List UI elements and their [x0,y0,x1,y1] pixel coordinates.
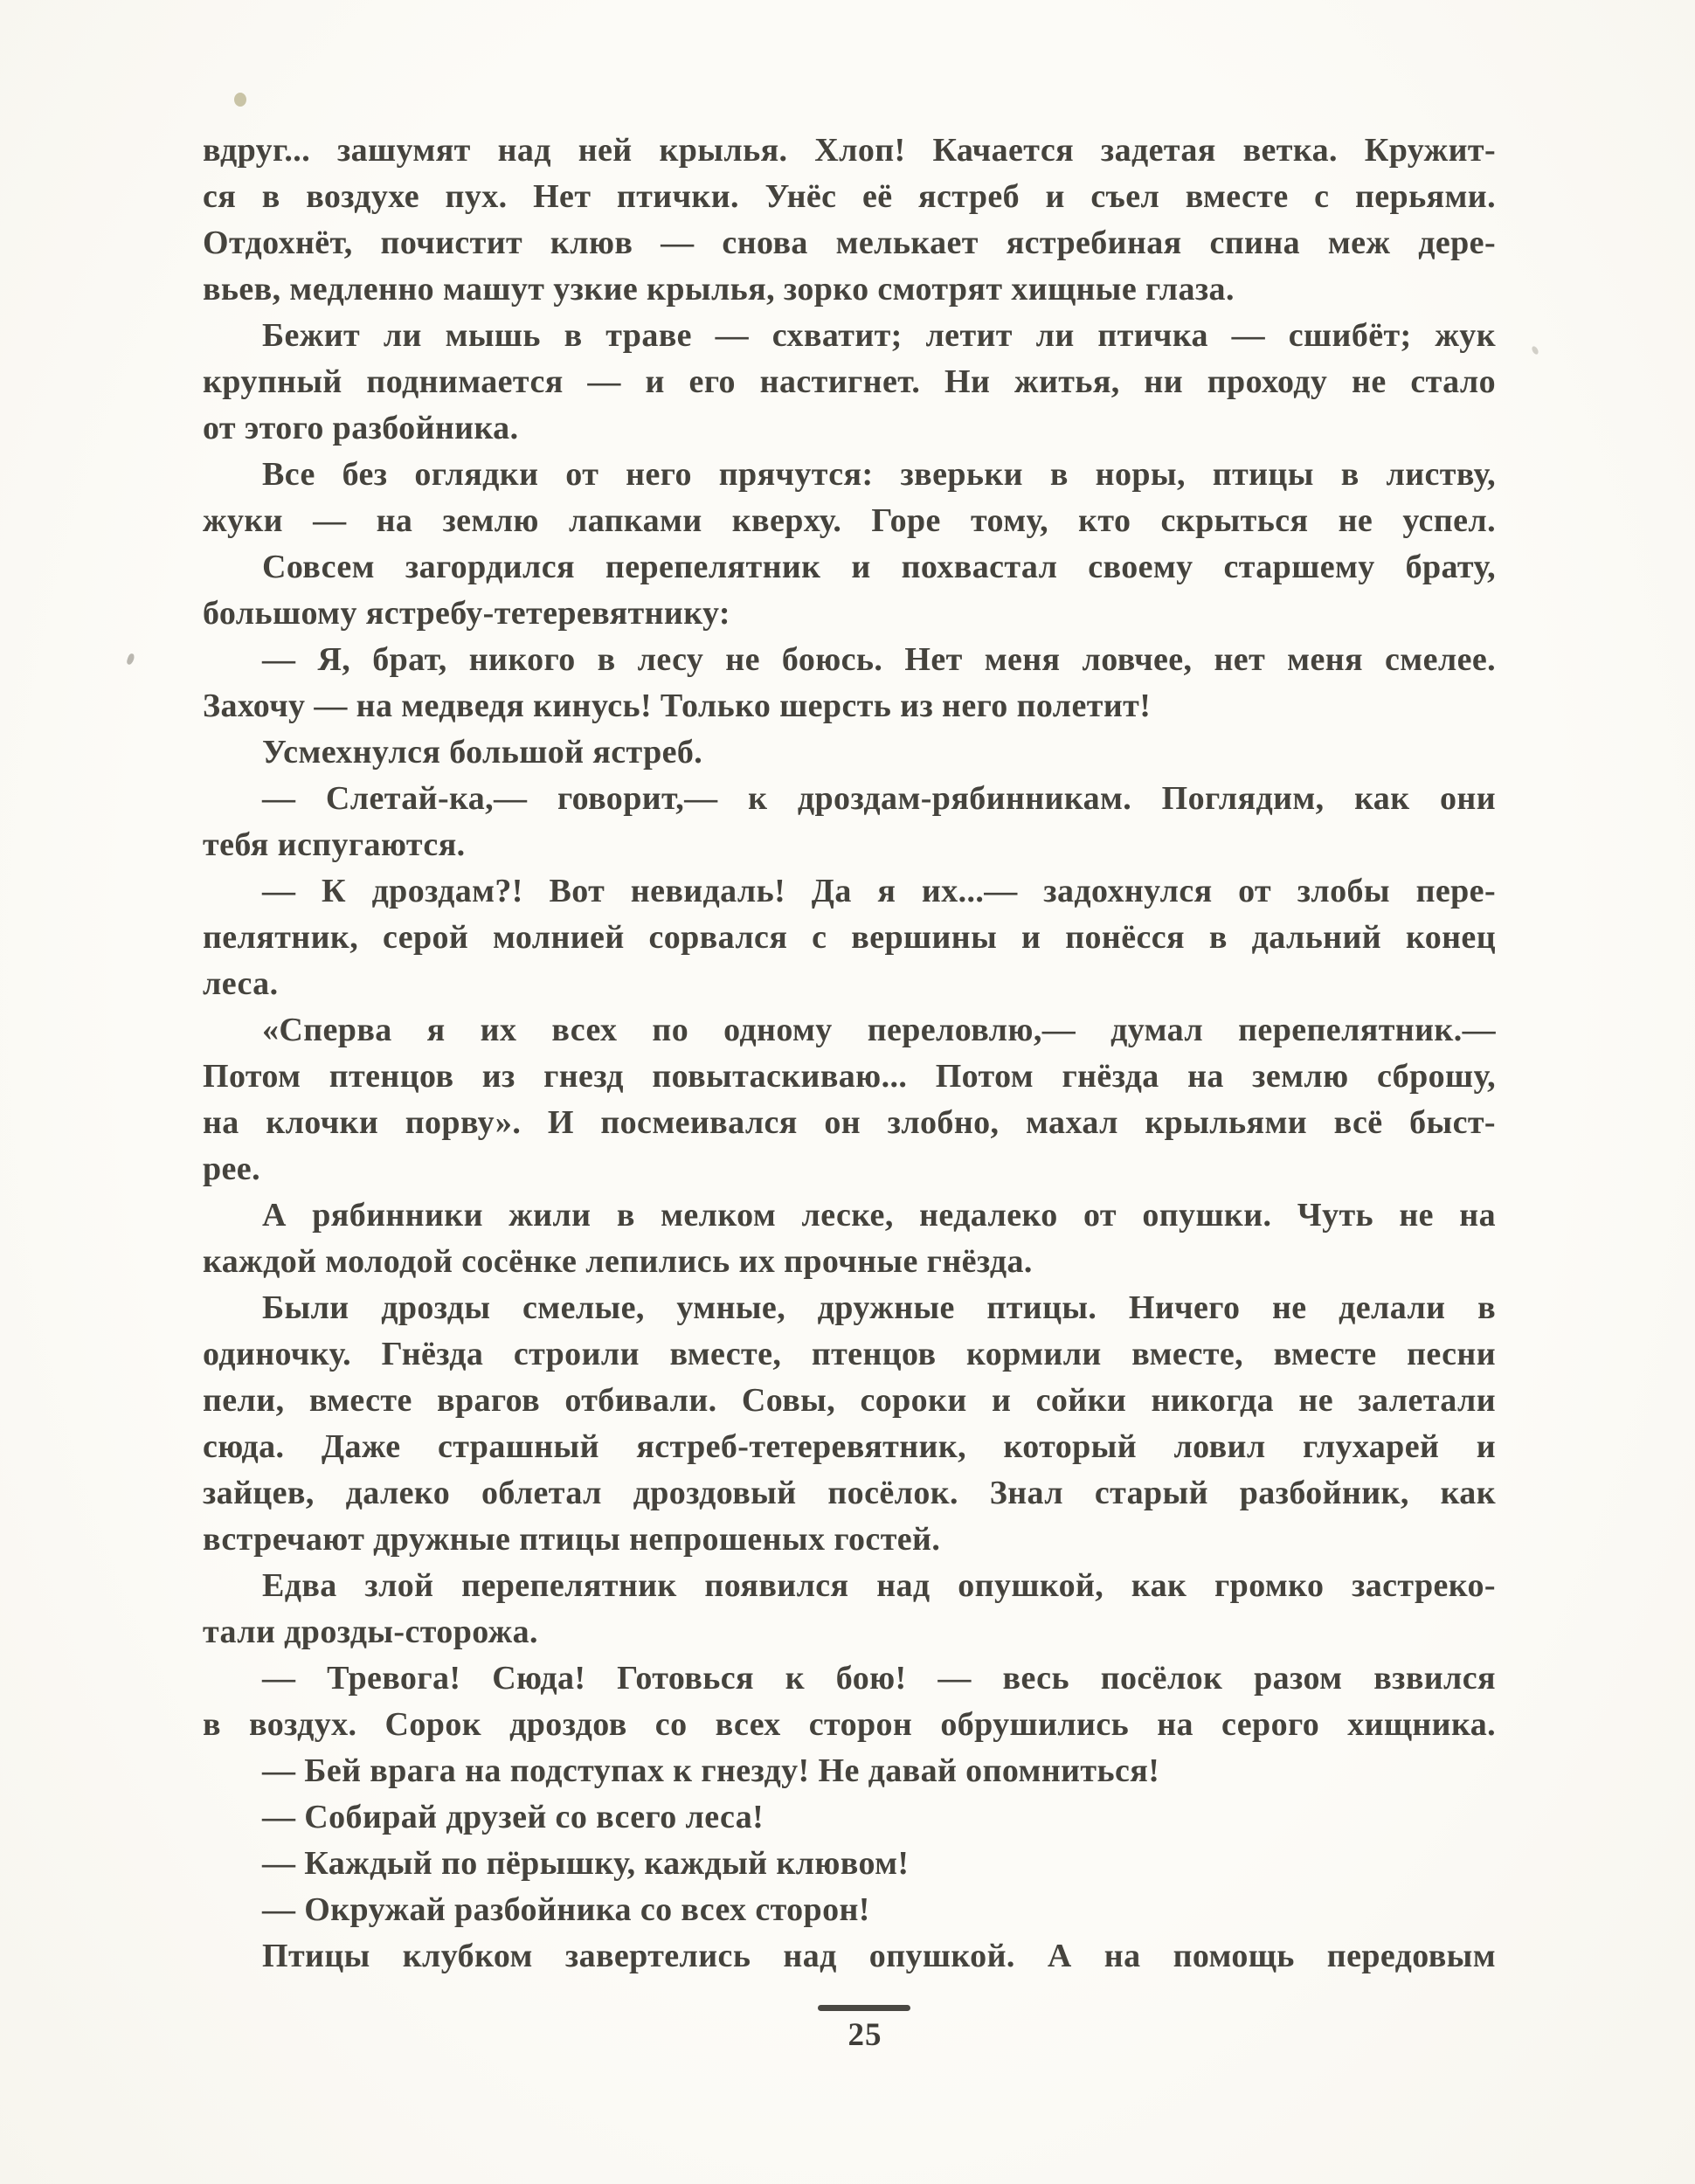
text-line: от этого разбойника. [203,410,519,446]
text-line: Совсем загордился перепелятник и похвастал своему старшему брату, [262,549,1496,585]
text-line: крупный поднимается — и его настигнет. Ни житья, ни проходу не стало [203,363,1496,400]
text-line: одиночку. Гнёзда строили вместе, птенцов кормили вместе, вместе песни [203,1336,1496,1372]
text-line: жуки — на землю лапками кверху. Горе тому, кто скрыться не успел. [203,502,1496,539]
page-number: 25 [848,2017,882,2053]
scan-speck [1531,345,1539,356]
text-line: каждой молодой сосёнке лепились их прочные гнёзда. [203,1243,1033,1280]
text-line: встречают дружные птицы непрошеных гостей. [203,1521,941,1558]
text-line: рее. [203,1151,260,1187]
text-line: Отдохнёт, почистит клюв — снова мелькает ястребиная спина меж дере- [203,225,1496,261]
page-text [203,128,1496,1980]
text-line: — Каждый по пёрышку, каждый клювом! [262,1845,910,1882]
text-line: — Окружай разбойника со всех сторон! [262,1891,870,1928]
text-line: леса. [203,965,279,1002]
text-line: пели, вместе врагов отбивали. Совы, сороки и сойки никогда не залетали [203,1382,1496,1419]
text-line: зайцев, далеко облетал дроздовый посёлок. Знал старый разбойник, как [203,1475,1496,1511]
text-line: на клочки порву». И посмеивался он злобно, махал крыльями всё быст- [203,1104,1496,1141]
text-line: — Бей врага на подступах к гнезду! Не давай опомниться! [262,1752,1160,1789]
text-line: — Слетай-ка,— говорит,— к дроздам-рябинникам. Поглядим, как они [262,780,1496,817]
text-line: тали дрозды-сторожа. [203,1614,538,1650]
text-line: большому ястребу-тетеревятнику: [203,595,730,632]
footer-divider [818,2005,910,2011]
text-line: — Я, брат, никого в лесу не боюсь. Нет меня ловчее, нет меня смелее. [262,641,1496,678]
text-line: Усмехнулся большой ястреб. [262,734,703,771]
text-line: вдруг... зашумят над ней крылья. Хлоп! Качается задетая ветка. Кружит- [203,132,1496,169]
text-line: «Сперва я их всех по одному переловлю,— думал перепелятник.— [262,1012,1496,1048]
text-line: Все без оглядки от него прячутся: зверьки в норы, птицы в листву, [262,456,1496,493]
scan-speck [126,653,135,666]
text-line: в воздух. Сорок дроздов со всех сторон обрушились на серого хищника. [203,1706,1496,1743]
text-line: — Тревога! Сюда! Готовься к бою! — весь посёлок разом взвился [262,1660,1496,1697]
text-line: ся в воздухе пух. Нет птички. Унёс её ястреб и съел вместе с перьями. [203,178,1496,215]
text-line: — К дроздам?! Вот невидаль! Да я их...— задохнулся от злобы пере- [262,873,1496,909]
text-line: Птицы клубком завертелись над опушкой. А на помощь передовым [262,1938,1496,1974]
text-line: пелятник, серой молнией сорвался с вершины и понёсся в дальний конец [203,919,1496,956]
text-line: Захочу — на медведя кинусь! Только шерсть из него полетит! [203,688,1152,724]
text-line: Были дрозды смелые, умные, дружные птицы. Ничего не делали в [262,1289,1496,1326]
text-line: тебя испугаются. [203,826,466,863]
scan-speck [234,93,246,107]
text-line: Бежит ли мышь в траве — схватит; летит ли птичка — сшибёт; жук [262,317,1496,354]
text-line: вьев, медленно машут узкие крылья, зорко смотрят хищные глаза. [203,271,1235,308]
text-line: — Собирай друзей со всего леса! [262,1799,764,1835]
text-line: Потом птенцов из гнезд повытаскиваю... Потом гнёзда на землю сброшу, [203,1058,1496,1095]
text-line: сюда. Даже страшный ястреб-тетеревятник, который ловил глухарей и [203,1428,1496,1465]
text-line: А рябинники жили в мелком леске, недалеко от опушки. Чуть не на [262,1197,1496,1234]
text-line: Едва злой перепелятник появился над опушкой, как громко застреко- [262,1567,1496,1604]
